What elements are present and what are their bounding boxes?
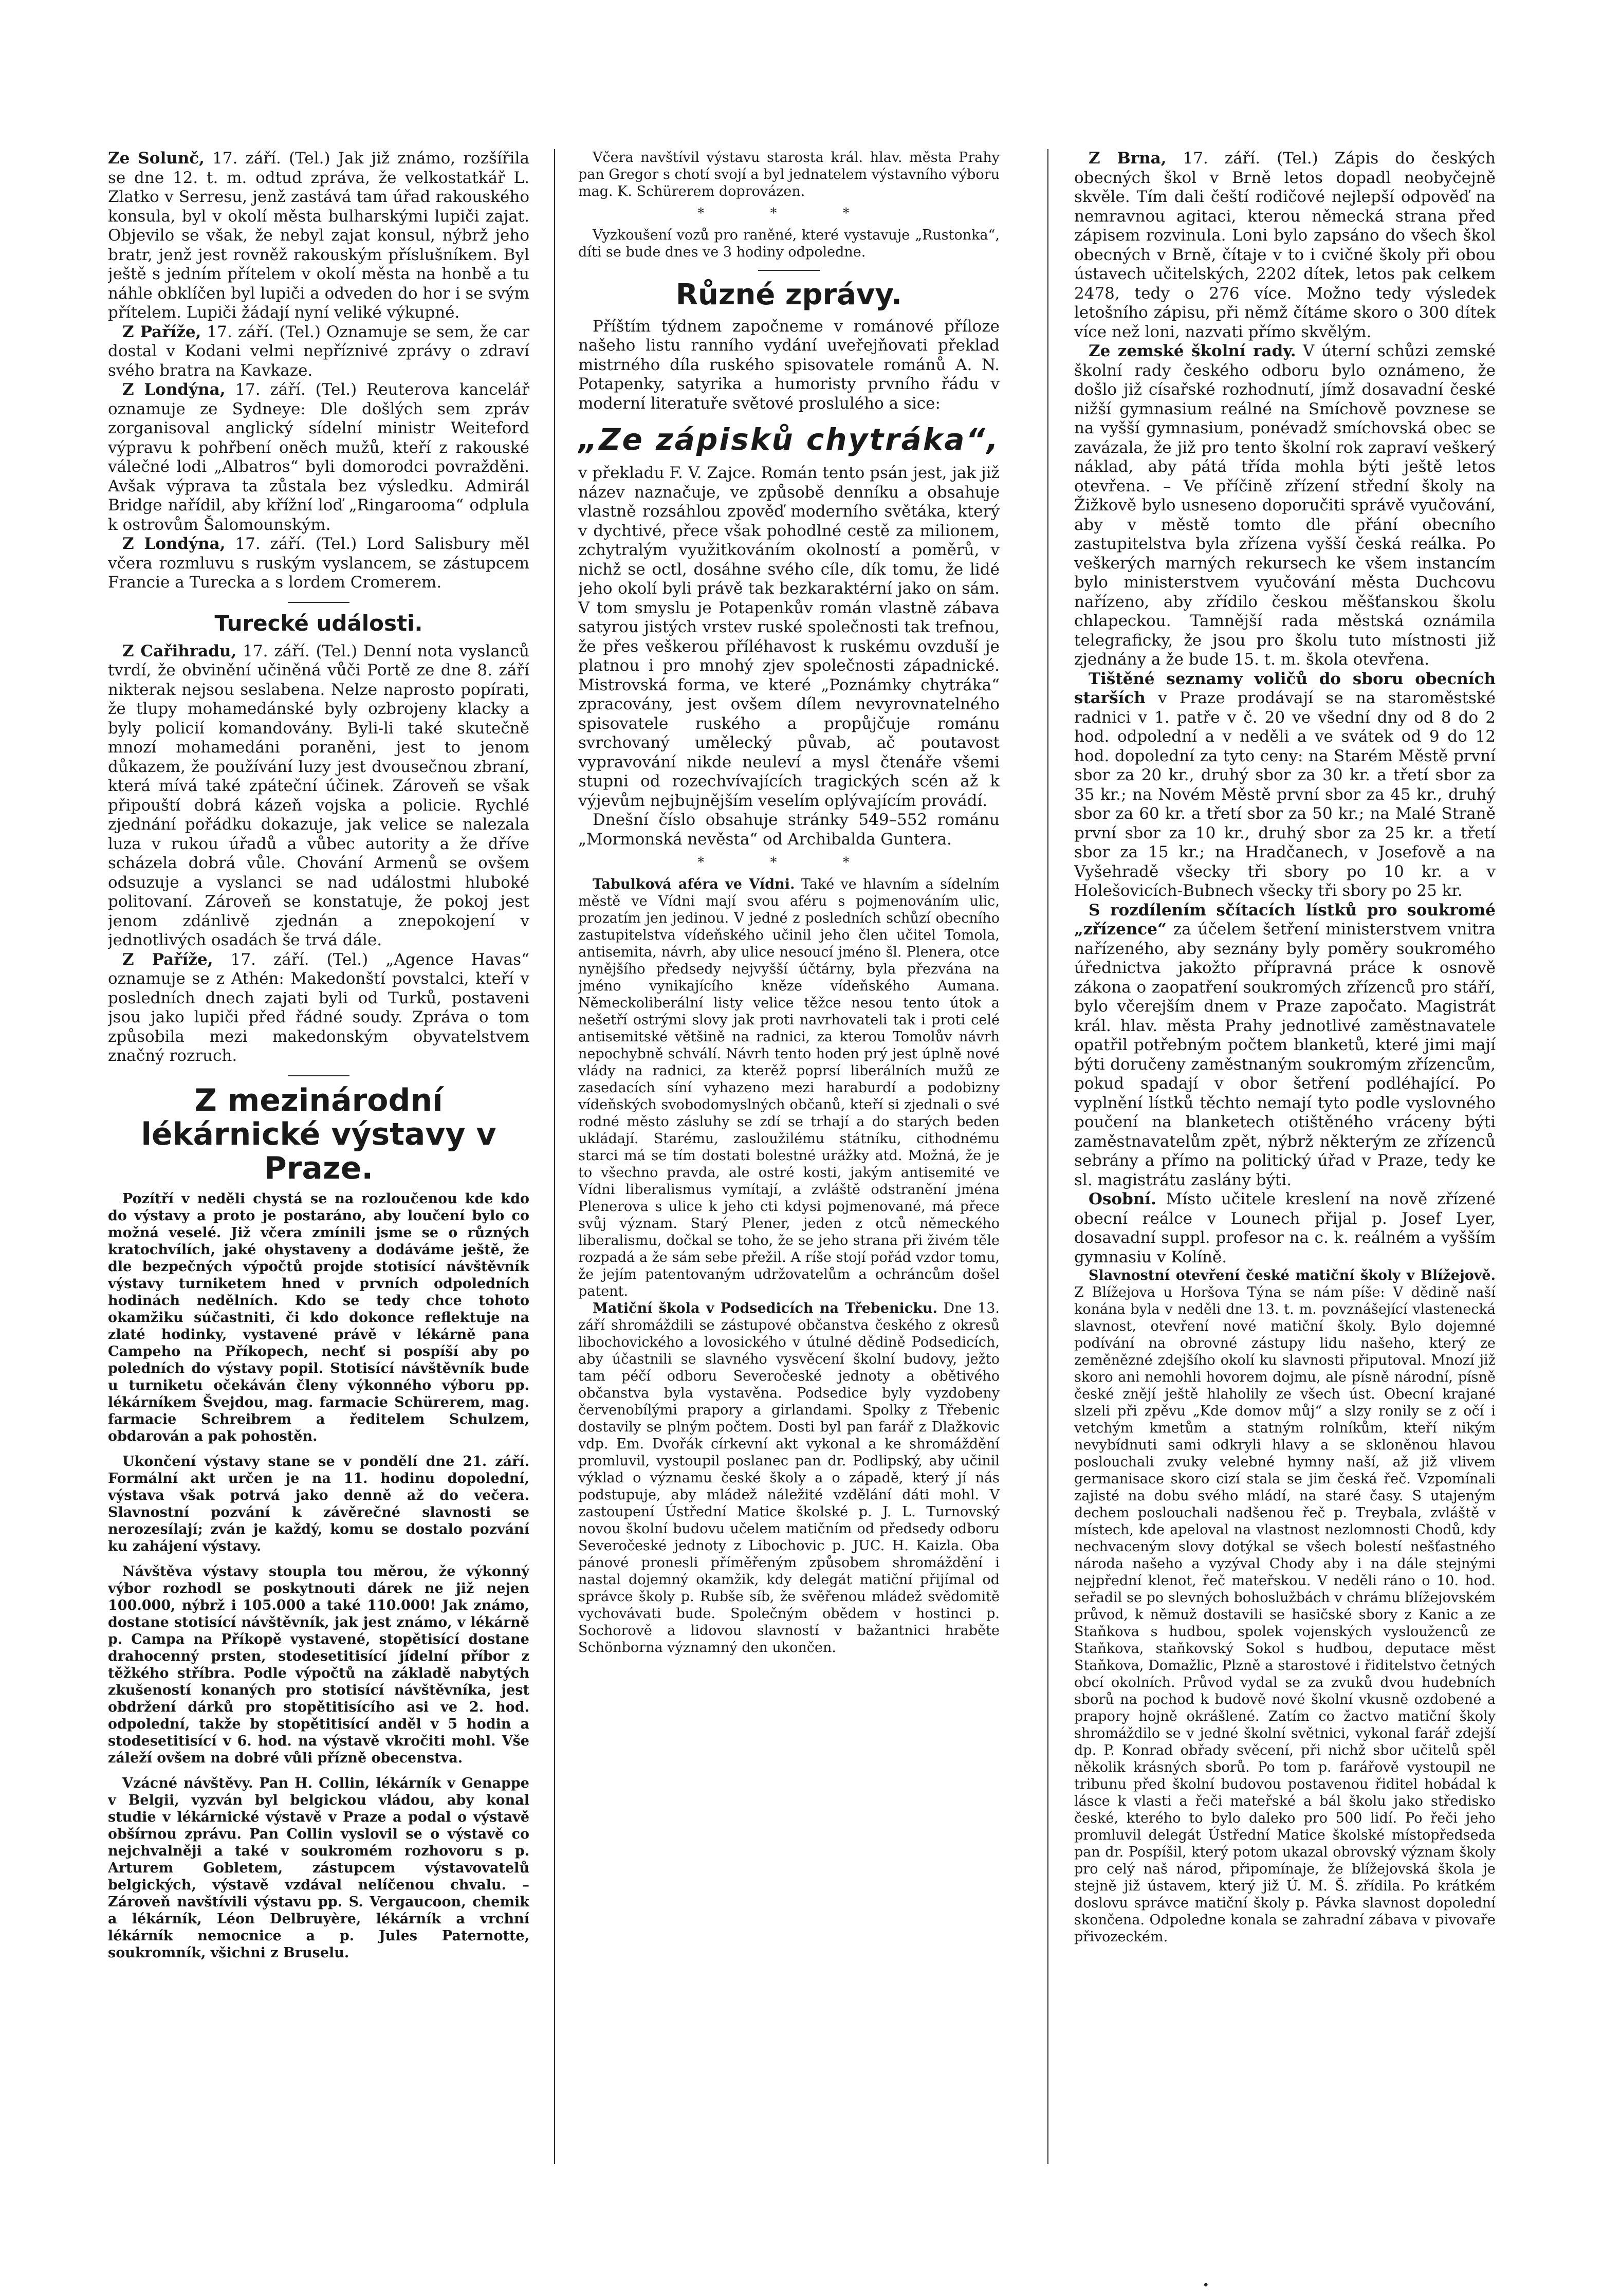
separator-stars: * * * xyxy=(697,855,880,870)
newspaper-page xyxy=(108,149,1496,2296)
news-item-seznamy-volicu: Tištěné seznamy voličů do sboru obecních starších v Praze prodávají se na staroměstské radnici v 1. patře v č. 20 ve všední dny od 8 do 2 hod. odpolední a v neděli a ve svátek od 9 do 12 hod. dopolední za tyto ceny: na Starém Městě první sbor za 20 kr., druhý sbor za 30 kr. a třetí sbor za 35 kr.; na Novém Městě první sbor za 45 kr., druhý sbor za 60 kr. a třetí sbor za 50 kr.; na Malé Straně první sbor za 10 kr., druhý sbor za 25 kr. a třetí sbor za 15 kr.; na Hradčanech, v Josefově a na Vyšehradě všecky tři sbory po 10 kr. a v Holešovicích-Bubnech všecky tři sbory po 25 kr. xyxy=(1074,669,1496,900)
news-item-osobni: Osobní. Místo učitele kreslení na nově zřízené obecní reálce v Lounech přijal p. Josef Lyer, dosavadní suppl. profesor na c. k. reálném a vyšším gymnasiu v Kolíně. xyxy=(1074,1190,1496,1266)
news-item-podsedice: Matiční škola v Podsedicích na Třebenicku. Dne 13. září shromáždili se zástupové občanstva českého z okresů libochovického a lovosického v útulné dědině Podsedicích, aby účastnili se slavného vysvěcení školní budovy, ježto tam péčí odboru Severočeské jednoty a obětivého občanstva byla vystavěna. Podsedice byly vyzdobeny červenobílými prapory a girlandami. Spolky z Třebenic dostavily se plným počtem. Dosti byl pan farář z Dlažkovic vdp. Em. Dvořák církevní akt vykonal a ke shromáždění promluvil, vystoupil poslanec pan dr. Podlipský, aby učinil výklad o významu české školy a o západě, který jí nás podstupuje, aby mládež náležité vzdělání dáti mohl. V zastoupení Ústřední Matice školské p. J. L. Turnovský novou školní budovu učelem matičním od předsedy odboru Severočeské jednoty z Libochovic p. JUC. H. Kaizla. Oba pánové pronesli příměřeným způsobem shromáždění i nastal dojemný okamžik, kdy delegát matiční přijímal od správce školy p. Rubše síb, že svěřenou mládež svědomitě vychovávati bude. Společným obědem v hostinci p. Sochorově a lidovou slavností v bažantnici hraběte Schönborna významný den ukončen. xyxy=(578,1300,1000,1656)
section-divider xyxy=(288,602,349,603)
news-item-brno: Z Brna, 17. září. (Tel.) Zápis do českých obecných škol v Brně letos dopadl neobyčejně skvěle. Tím dali čeští rodičové nejlepší odpověď na nemravnou agitaci, kterou německá strana před zápisem rozvinula. Loni bylo zapsáno do všech škol obecných v Brně, čítaje v to i cvičné školy při obou ústavech učitelských, 2202 dítek, letos pak celkem 2478, tedy o 276 více. Možno tedy výsledek letošního zápisu, při němž čítáme skoro o 300 dítek více než loni, nazvati přímo skvělým. xyxy=(1074,149,1496,341)
column-rule xyxy=(1047,149,1048,2164)
section-divider xyxy=(288,1075,349,1076)
news-item-pariz-1: Z Paříže, 17. září. (Tel.) Oznamuje se sem, že car dostal v Kodani velmi nepříznivé zprávy o zdraví svého bratra na Kavkaze. xyxy=(108,322,529,380)
news-item-carihrad: Z Cařihradu, 17. září. (Tel.) Denní nota vyslanců tvrdí, že obvinění učiněná vůči Portě ze dne 8. září nikterak nejsou seslabena. Nelze naprosto popírati, že tlupy mohamedánské byly ozbrojeny klacky a byly policií komandovány. Byli-li také skutečně mnozí mohamedáni poraněni, jest to jenom důkazem, že používání luzy jest dvousečnou zbraní, která mívá také zpáteční účinek. Zároveň se však připouští dobrá kázeň vojska a policie. Rychlé zjednání pořádku dokazuje, jak velice se nalezala luza v rukou úřadů a vůbec autority a že dříve scházela dobrá vůle. Chování Armenů se ovšem odsuzuje a vyslanci se nad událostmi hluboké politovaní. Zároveň se konstatuje, že pokoj jest jenom zdánlivě zjednán a znepokojení v jednotlivých osadách še trvá dále. xyxy=(108,641,529,949)
exhibition-item-ambulance: Vyzkoušení vozů pro raněné, které vystavuje „Rustonka“, díti se bude dnes ve 3 hodiny odpoledne. xyxy=(578,227,1000,260)
news-item-pariz-2: Z Paříže, 17. září. (Tel.) „Agence Havas“ oznamuje se z Athén: Makedonští povstalci, kteří v posledních dnech zajati byli od Turků, postaveni jsou jako lupiči před řádné soudy. Zpráva o tom způsobila mezi makedonským obyvatelstvem značný rozruch. xyxy=(108,950,529,1065)
column-left xyxy=(108,149,529,2164)
feuilleton-title: „Ze zápisků chytráka“, xyxy=(578,422,1000,457)
section-heading-ruzne: Různé zprávy. xyxy=(675,278,902,311)
news-item-skolni-rada: Ze zemské školní rady. V úterní schůzi zemské školní rady českého odboru bylo oznámeno, že došlo již císařské rozhodnutí, jímž dosavadní české nižší gymnasium reálné na Smíchově povznese se na vyšší gymnasium, ponévadž smíchovská obec se zavázala, že již pro tento školní rok zapraví veškerý náklad, aby pátá třída mohla býti ještě letos otevřena. – Ve příčině zřízení střední školy na Žižkově bylo usneseno doporučiti správě vyučování, aby v městě tomto dle přání obecního zastupitelstva byla zřízena vyšší česká reálka. Po veškerých marných rekursech ke všem instancím bylo ministerstvem vyučování města Duchcovu nařízeno, aby zřídilo českou měšťanskou školu chlapeckou. Tamnější rada městská oznámila telegraficky, že jsou pro školu tuto místnosti již zjednány a že bude 15. t. m. škola otevřena. xyxy=(1074,342,1496,669)
news-item-blizejov: Slavnostní otevření české matiční školy v Blížejově. Z Blížejova u Horšova Týna se nám píše: V dědině naší konána byla v neděli dne 13. t. m. povznášející vlastenecká slavnost, otevření nové matiční školy. Bylo dojemné podívání na obrovné zástupy lidu našeho, který ze zeměnězné zdejšího okolí ku slavnosti připutoval. Mnozí již skoro ani nemohli hovorem dojmu, ale písně národní, písně české znějí ještě hlaholily ze všech úst. Obecní krajané slzeli při zpěvu „Kde domov můj“ a slzy ronily se z očí i vetchým kmetům a statným rolníkům, kteří nikým nevybídnuti sami odkryli hlavy a se skloněnou hlavou poslouchali zvuky velebné hymny naší, až již vlivem germanisace skoro cizí stala se jim česká řeč. Vzpomínali zajisté na dobu svého mládí, na staré časy. S utajeným dechem poslouchali nadšenou řeč p. Treybala, zvláště v místech, kde apeloval na vlastnost nezlomnosti Chodů, kdy nechvaceným slovy dotýkal se všech bolestí nešťastného národa našeho a vyzýval Chody aby i na dále stejnými nejpřední klenot, řeč mateřskou. V neděli ráno o 10. hod. seřadil se po slevných bohoslužbách v chrámu blížejovském průvod, k němuž dostavili se hasičské sbory z Kanic a ze Staňkova s hudbou, spolek vojenských vyslouženců ze Staňkova, staňkovský Sokol s hudbou, deputace měst Staňkova, Domažlic, Plzně a starostové i řiditelstvo četných obcí okolních. Průvod vydal se za zvuků dvou hudebních sborů na pochod k budově nové školní vkusně ozdobené a prapory hojně okrášlené. Zatím co žactvo matiční školy shromáždilo se v jedné školní světnici, vykonal farář zdejší dp. P. Konrad obřady svěcení, při nichž sbor učitelů spěl několik krásných sborů. Po tom p. farářově vystoupil ne tribunu před školní budovou postavenou řiditel hobádal k lásce k vlasti a řeči mateřské a bál školu jako středisko české, kterého to bylo daleko pro 500 lidí. Po řeči jeho promluvil delegát Ústřední Matice školské místopředseda pan dr. Pospíšil, který potom ukazal obrovský význam školy pro celý naš národ, připomínaje, že blížejovská škola je stejně již ústavem, který již Ú. M. Š. zřídila. Po krátkém doslovu správce matiční školy p. Pávka slavnost dopolední skončena. Odpoledne konala se zahradní zábava v pivovaře přivozeckém. xyxy=(1074,1268,1496,1945)
column-middle xyxy=(578,149,1000,2164)
issue-contents-note: Dnešní číslo obsahuje stránky 549–552 románu „Mormonská nevěsta“ od Archibalda Guntera. xyxy=(578,811,1000,849)
news-item-londyn-2: Z Londýna, 17. září. (Tel.) Lord Salisbury měl včera rozmluvu s ruským vyslancem, se zástupcem Francie a Turecka a s lordem Cromerem. xyxy=(108,535,529,592)
page-mark: · xyxy=(1203,2274,1209,2296)
exhibition-item-mayor: Včera navštívil výstavu starosta král. hlav. města Prahy pan Gregor s chotí svojí a byl jednatelem výstavního výboru mag. K. Schürerem doprovázen. xyxy=(578,150,1000,199)
column-rule xyxy=(554,149,555,2164)
news-item-solun: Ze Solunč, 17. září. (Tel.) Jak již známo, rozšířila se dne 12. t. m. odtud zpráva, že velkostatkář L. Zlatko v Serresu, jenž zastává tam úřad rakouského konsula, byl v okolí města bulharskými lupiči zajat. Objevilo se však, že nebyl zajat konsul, nýbrž jeho bratr, jenž jest rovněž rakouským příslušníkem. Byl ještě s jedním přítelem v okolí města na honbě a tu náhle obklíčen byl lupiči a odveden do hor i se svým přítelem. Lupiči žádají nyní veliké výkupné. xyxy=(108,149,529,322)
exhibition-item-sunday: Pozítří v neděli chystá se na rozloučenou kde kdo do výstavy a proto je postaráno, aby loučení bylo co možná veselé. Již včera zmínili jsme se o různých kratochvílích, jaké ohystaveny a dodáváme ještě, že dle bezpečných výpočtů projde stotisící návštěvník výstavy turniketem hned v prvních odpoledních hodinách nedělních. Kdo se tedy chce tohoto okamžiku súčastniti, či kdo dokonce reflektuje na zlaté hodinky, vystavené právě v lékárně pana Campeho na Příkopech, nechť si pospíší aby po poledních do výstavy popil. Stotisící návštěvník bude u turniketu očekáván členy výkonného výboru pp. lékárníkem Švejdou, mag. farmacie Schürerem, mag. farmacie Schreibrem a ředitelem Schulzem, obdarován a pak pohostěn. xyxy=(108,1190,529,1444)
exhibition-item-attendance: Návštěva výstavy stoupla tou měrou, že výkonný výbor rozhodl se poskytnouti dárek ne již nejen 100.000, nýbrž i 105.000 a také 110.000! Jak známo, dostane stotisící návštěvník, jak jest známo, v lékárně p. Campa na Příkopě vystavené, stopětisící dostane drahocenný prsten, stodesetitisící jídelní příbor z těžkého stříbra. Podle výpočtů na základě nabytých zkušeností konaných pro stotisící návštěvníka, jest obdržení dárků pro stopětitisícího asi ve 2. hod. odpolední, takže by stopětitisící anděl v 5 hodin a stodesetitisící v 6. hod. na výstavě vkročiti mohl. Vše záleží ovšem na dobré vůli přízně obecenstva. xyxy=(108,1563,529,1766)
section-heading-turecke: Turecké události. xyxy=(214,610,423,636)
exhibition-item-visitors: Vzácné návštěvy. Pan H. Collin, lékárník v Genappe v Belgii, vyzván byl belgickou vládou, aby konal studie v lékárnické výstavě v Praze a podal o výstavě obšírnou zprávu. Pan Collin vyslovil se o výstavě co nejchvalněji a také v soukromém rozhovoru s p. Arturem Gobletem, zástupcem výstavovatelů belgických, výstavě vzdával nelíčenou chvalu. – Zároveň navštívili výstavu pp. S. Vergaucoon, chemik a lékárník, Léon Delbruyère, lékárník a vrchní lékárník nemocnice a p. Jules Paternotte, soukromník, všichni z Bruselu. xyxy=(108,1775,529,1961)
exhibition-item-closing: Ukončení výstavy stane se v pondělí dne 21. září. Formální akt určen je na 11. hodinu dopolední, výstava však potrvá jako denně až do večera. Slavnostní pozvání k závěrečné slavnosti se nerozesílají; zván je každý, komu se dostalo pozvání ku zahájení výstavy. xyxy=(108,1453,529,1554)
news-item-londyn-1: Z Londýna, 17. září. (Tel.) Reuterova kancelář oznamuje ze Sydneye: Dle došlých sem zpráv zorganisoval anglický sídelní ministr Weiteford výpravu k pohřbení oněch mužů, kteří z rakouské válečné lodi „Albatros“ byli domorodci povražděni. Avšak výprava ta zůstala bez výsledku. Admirál Bridge nařídil, aby křížní loď „Ringarooma“ odplula k ostrovům Šalomounským. xyxy=(108,380,529,534)
feuilleton-announcement: Příštím týdnem započneme v románové příloze našeho listu ranního vydání uveřejňovati překlad mistrného díla ruského spisovatele románů A. N. Potapenky, satyrika a humoristy prvního řádu v moderní literatuře světové proslulého a sice: xyxy=(578,317,1000,413)
separator-stars: * * * xyxy=(697,206,880,221)
news-item-tabulkova-afera: Tabulková aféra ve Vídni. Také ve hlavním a sídelním městě ve Vídni mají svou aféru s pojmenováním ulic, prozatím jen jedinou. V jedné z posledních schůzí obecního zastupitelstva vídeňského učinil jeho člen učitel Tomola, antisemita, návrh, aby ulice nesoucí jméno šl. Plenera, otce nynějšího předsedy nejvyšší účtárny, byla přezvána na jméno vynikajícího kněze vídeňského Aumana. Německoliberální listy velice těžce nesou tento útok a nešetří ostrými slovy jak proti navrhovateli tak i proti celé antisemitské většině na radnici, za kterou Tomolův návrh nepochybně schválí. Návrh tento hoden prý jest úplně nové vlády na radnici, za kterěž poprsí liberálních mužů ze zasedacích síní vyhazeno mezi haraburdí a podobizny vídeňských svobodomyslných občanů, kteří si zjednali o své rodné město zásluhy se zdí se trhají a do starých beden ukládají. Starému, zasloužilému státníku, cithodnému starci má se tím dostati bolestné urážky atd. Možná, že je to všechno pravda, ale ostré kosti, jakým antisemité ve Vídni liberalismus vymítají, a zvláště odstranění jména Plenerova s ulice k jeho cti kdysi pojmenované, má přece svůj význam. Starý Plener, jeden z otců německého liberalismu, dočkal se toho, že se jeho strana při živém těle rozpadá a že sám sebe přežil. A ríše stojí pořád vzdor tomu, že jejím patentovaným udržovatelům a ochráncům došel patent. xyxy=(578,876,1000,1299)
section-heading-lekarnicke: Z mezinárodní lékárnické výstavy v Praze. xyxy=(141,1082,496,1186)
section-divider xyxy=(758,270,820,271)
news-item-scitaci-listky: S rozdílením sčítacích lístků pro soukromé „zřízence“ za účelem šetření ministerstvem vnitra nařízeného, aby seznány byly poměry soukromého úřednictva jakožto přípravná práce k osnově zákona o zaopatření soukromých zřízenců pro stáří, bylo včerejším dnem v Praze započato. Magistrát král. hlav. města Prahy jednotlivé zaměstnavatele opatřil potřebným počtem blanketů, které jimi mají býti doručeny zaměstnaným soukromým zřízencům, pokud spadají v obor šetření podléhající. Po vyplnění lístků těchto nemají tyto podle vyslovného poučení na blanketech otištěného vráceny býti zaměstnavatelům zpět, nýbrž některým ze zřízenců sebrány a přímo na politický úřad v Praze, tedy ke sl. magistrátu zaslány býti. xyxy=(1074,901,1496,1189)
feuilleton-description: v překladu F. V. Zajce. Román tento psán jest, jak již název naznačuje, ve způsobě denníku a obsahuje vlastně rozsáhlou zpověď moderního světáka, který v dychtivé, přece však pohodlné cestě za milionem, zchytralým využitkováním okolností a poměrů, v nichž se octl, dosáhne svého cíle, dík tomu, že lidé jeho okolí byli právě tak bezkaraktérní jako on sám. V tom smyslu je Potapenkův román vlastně zábava satyrou jistých vrstev ruské společnosti tak trefnou, že přes veškerou příléhavost k ruskému ovzduší je platnou i pro mnohý zjev společnosti západnické. Mistrovská forma, ve které „Poznámky chytráka“ zpracovány, jest ovšem dílem nevyrovnatelného spisovatele ruského a propůjčuje románu svrchovaný umělecký půvab, ač poutavost vypravování nikde neuleví a mysl čtenáře všemi stupni od rozechvívajících tragických scén až k výjevům nejbujnějším veselím oplývajícím provádí. xyxy=(578,464,1000,810)
column-right xyxy=(1074,149,1496,2164)
